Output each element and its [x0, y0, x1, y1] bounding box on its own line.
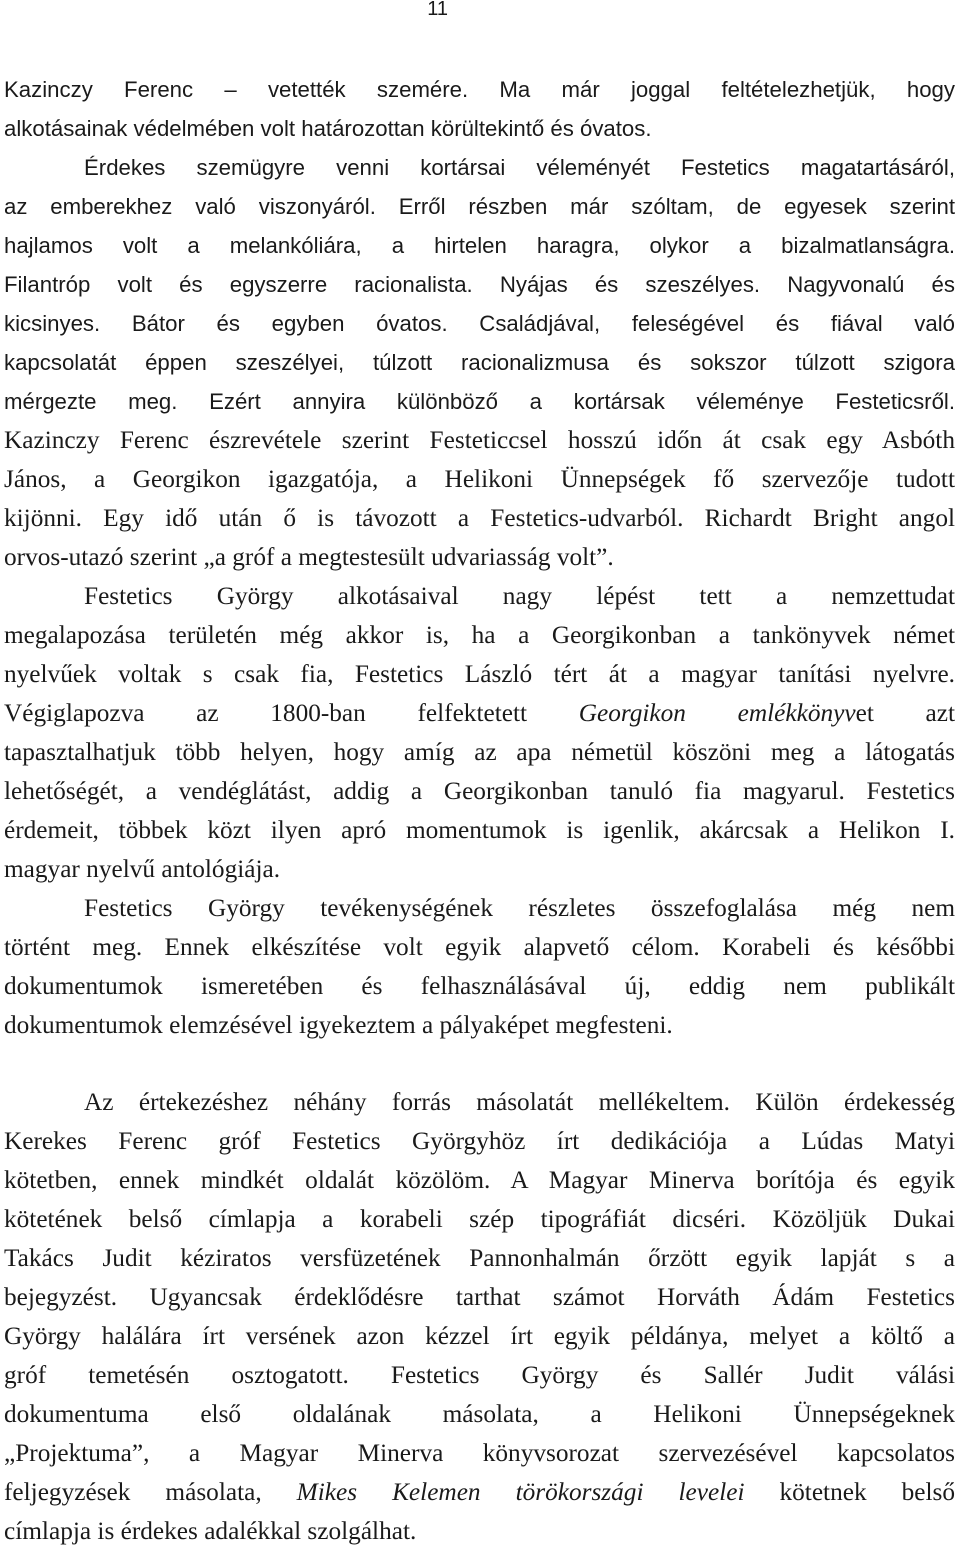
text-segment: dokumentumok ismeretében és felhasználásával új, eddig nem publikált [4, 972, 955, 1000]
text-line [4, 889, 955, 928]
text-segment: feljegyzések másolata, [4, 1478, 297, 1506]
text-line [4, 811, 955, 850]
text-line [4, 928, 955, 967]
text-line [4, 421, 955, 460]
text-line [4, 109, 955, 148]
text-segment: bejegyzést. Ugyancsak érdeklődésre tarthat számot Horváth Ádám Festetics [4, 1283, 955, 1311]
text-segment: János, a Georgikon igazgatója, a Helikoni Ünnepségek fő szervezője tudott [4, 465, 955, 493]
text-line [4, 70, 955, 109]
text-line [4, 1083, 955, 1122]
text-segment: „Projektuma”, a Magyar Minerva könyvsorozat szervezésével kapcsolatos [4, 1439, 955, 1467]
text-line [4, 1356, 955, 1395]
text-line [4, 1473, 955, 1512]
text-segment: érdemeit, többek közt ilyen apró momentumok is igenlik, akárcsak a Helikon I. [4, 816, 955, 844]
text-segment: alkotásainak védelmében volt határozottan körültekintő és óvatos. [4, 116, 652, 141]
text-line [4, 694, 955, 733]
text-segment: Kazinczy Ferenc észrevétele szerint Festeticcsel hosszú időn át csak egy Asbóth [4, 426, 955, 454]
text-segment: hajlamos volt a melankóliára, a hirtelen haragra, olykor a bizalmatlanságra. [4, 233, 955, 258]
text-segment: dokumentuma első oldalának másolata, a Helikoni Ünnepségeknek [4, 1400, 955, 1428]
text-line [4, 1395, 955, 1434]
paragraph [4, 1083, 955, 1551]
text-segment: Érdekes szemügyre venni kortársai véleményét Festetics magatartásáról, [84, 155, 955, 180]
text-line [4, 772, 955, 811]
text-line [4, 148, 955, 187]
text-segment: gróf temetésén osztogatott. Festetics György és Sallér Judit válási [4, 1361, 955, 1389]
text-segment: kötetben, ennek mindkét oldalát közölöm. A Magyar Minerva borítója és egyik [4, 1166, 955, 1194]
text-segment: az emberekhez való viszonyáról. Erről részben már szóltam, de egyesek szerint [4, 194, 955, 219]
text-line [4, 1317, 955, 1356]
text-segment: történt meg. Ennek elkészítése volt egyik alapvető célom. Korabeli és későbbi [4, 933, 955, 961]
text-segment: kijönni. Egy idő után ő is távozott a Festetics-udvarból. Richardt Bright angol [4, 504, 955, 532]
text-line [4, 460, 955, 499]
text-segment: dokumentumok elemzésével igyekeztem a pályaképet megfesteni. [4, 1011, 673, 1039]
paragraph-gap [4, 1045, 955, 1083]
text-segment: megalapozása területén még akkor is, ha a Georgikonban a tankönyvek német [4, 621, 955, 649]
text-segment: Festetics György tevékenységének részletes összefoglalása még nem [84, 894, 955, 922]
text-line [4, 499, 955, 538]
text-segment: magyar nyelvű antológiája. [4, 855, 281, 883]
text-line [4, 304, 955, 343]
paragraph [4, 577, 955, 889]
text-segment: nyelvűek voltak s csak fia, Festetics László tért át a magyar tanítási nyelvre. [4, 660, 955, 688]
text-segment: et azt [855, 699, 955, 727]
text-line [4, 1434, 955, 1473]
text-segment: Filantróp volt és egyszerre racionalista. Nyájas és szeszélyes. Nagyvonalú és [4, 272, 955, 297]
page-number: 11 [427, 0, 448, 20]
text-line [4, 1200, 955, 1239]
document-body [4, 70, 955, 1551]
text-line [4, 187, 955, 226]
text-segment: Kazinczy Ferenc – vetették szemére. Ma már joggal feltételezhetjük, hogy [4, 77, 955, 102]
text-line [4, 577, 955, 616]
text-segment: Az értekezéshez néhány forrás másolatát mellékeltem. Külön érdekesség [84, 1088, 955, 1116]
text-line [4, 850, 955, 889]
text-line [4, 1512, 955, 1551]
text-segment: kötetének belső címlapja a korabeli szép tipográfiát dicséri. Közöljük Dukai [4, 1205, 955, 1233]
text-segment: mérgezte meg. Ezért annyira különböző a kortársak véleménye Festeticsről. [4, 389, 955, 414]
text-segment: címlapja is érdekes adalékkal szolgálhat. [4, 1517, 417, 1545]
text-line [4, 1161, 955, 1200]
italic-title: Georgikon emlékkönyv [578, 699, 856, 727]
text-line [4, 1239, 955, 1278]
text-segment: kötetnek belső [744, 1478, 955, 1506]
paragraph [4, 70, 955, 148]
text-segment: kapcsolatát éppen szeszélyei, túlzott racionalizmusa és sokszor túlzott szigora [4, 350, 955, 375]
text-line [4, 616, 955, 655]
text-line [4, 382, 955, 421]
text-segment: György halálára írt versének azon kézzel írt egyik példánya, melyet a költő a [4, 1322, 955, 1350]
italic-title: Mikes Kelemen törökországi levelei [296, 1478, 745, 1506]
text-segment: Kerekes Ferenc gróf Festetics Györgyhöz írt dedikációja a Lúdas Matyi [4, 1127, 955, 1155]
text-segment: kicsinyes. Bátor és egyben óvatos. Családjával, feleségével és fiával való [4, 311, 955, 336]
text-line [4, 1006, 955, 1045]
text-segment: lehetőségét, a vendéglátást, addig a Georgikonban tanuló fia magyarul. Festetics [4, 777, 955, 805]
text-segment: tapasztalhatjuk több helyen, hogy amíg az apa németül köszöni meg a látogatás [4, 738, 955, 766]
text-line [4, 343, 955, 382]
text-line [4, 1122, 955, 1161]
text-line [4, 265, 955, 304]
text-line [4, 538, 955, 577]
text-segment: orvos-utazó szerint „a gróf a megtestesült udvariasság volt”. [4, 543, 614, 571]
text-line [4, 655, 955, 694]
text-line [4, 967, 955, 1006]
text-line [4, 1278, 955, 1317]
text-line [4, 226, 955, 265]
paragraph [4, 889, 955, 1045]
text-segment: Festetics György alkotásaival nagy lépést tett a nemzettudat [84, 582, 955, 610]
paragraph [4, 148, 955, 577]
text-line [4, 733, 955, 772]
text-segment: Végiglapozva az 1800-ban felfektetett [4, 699, 579, 727]
text-segment: Takács Judit kéziratos versfüzetének Pannonhalmán őrzött egyik lapját s a [4, 1244, 955, 1272]
